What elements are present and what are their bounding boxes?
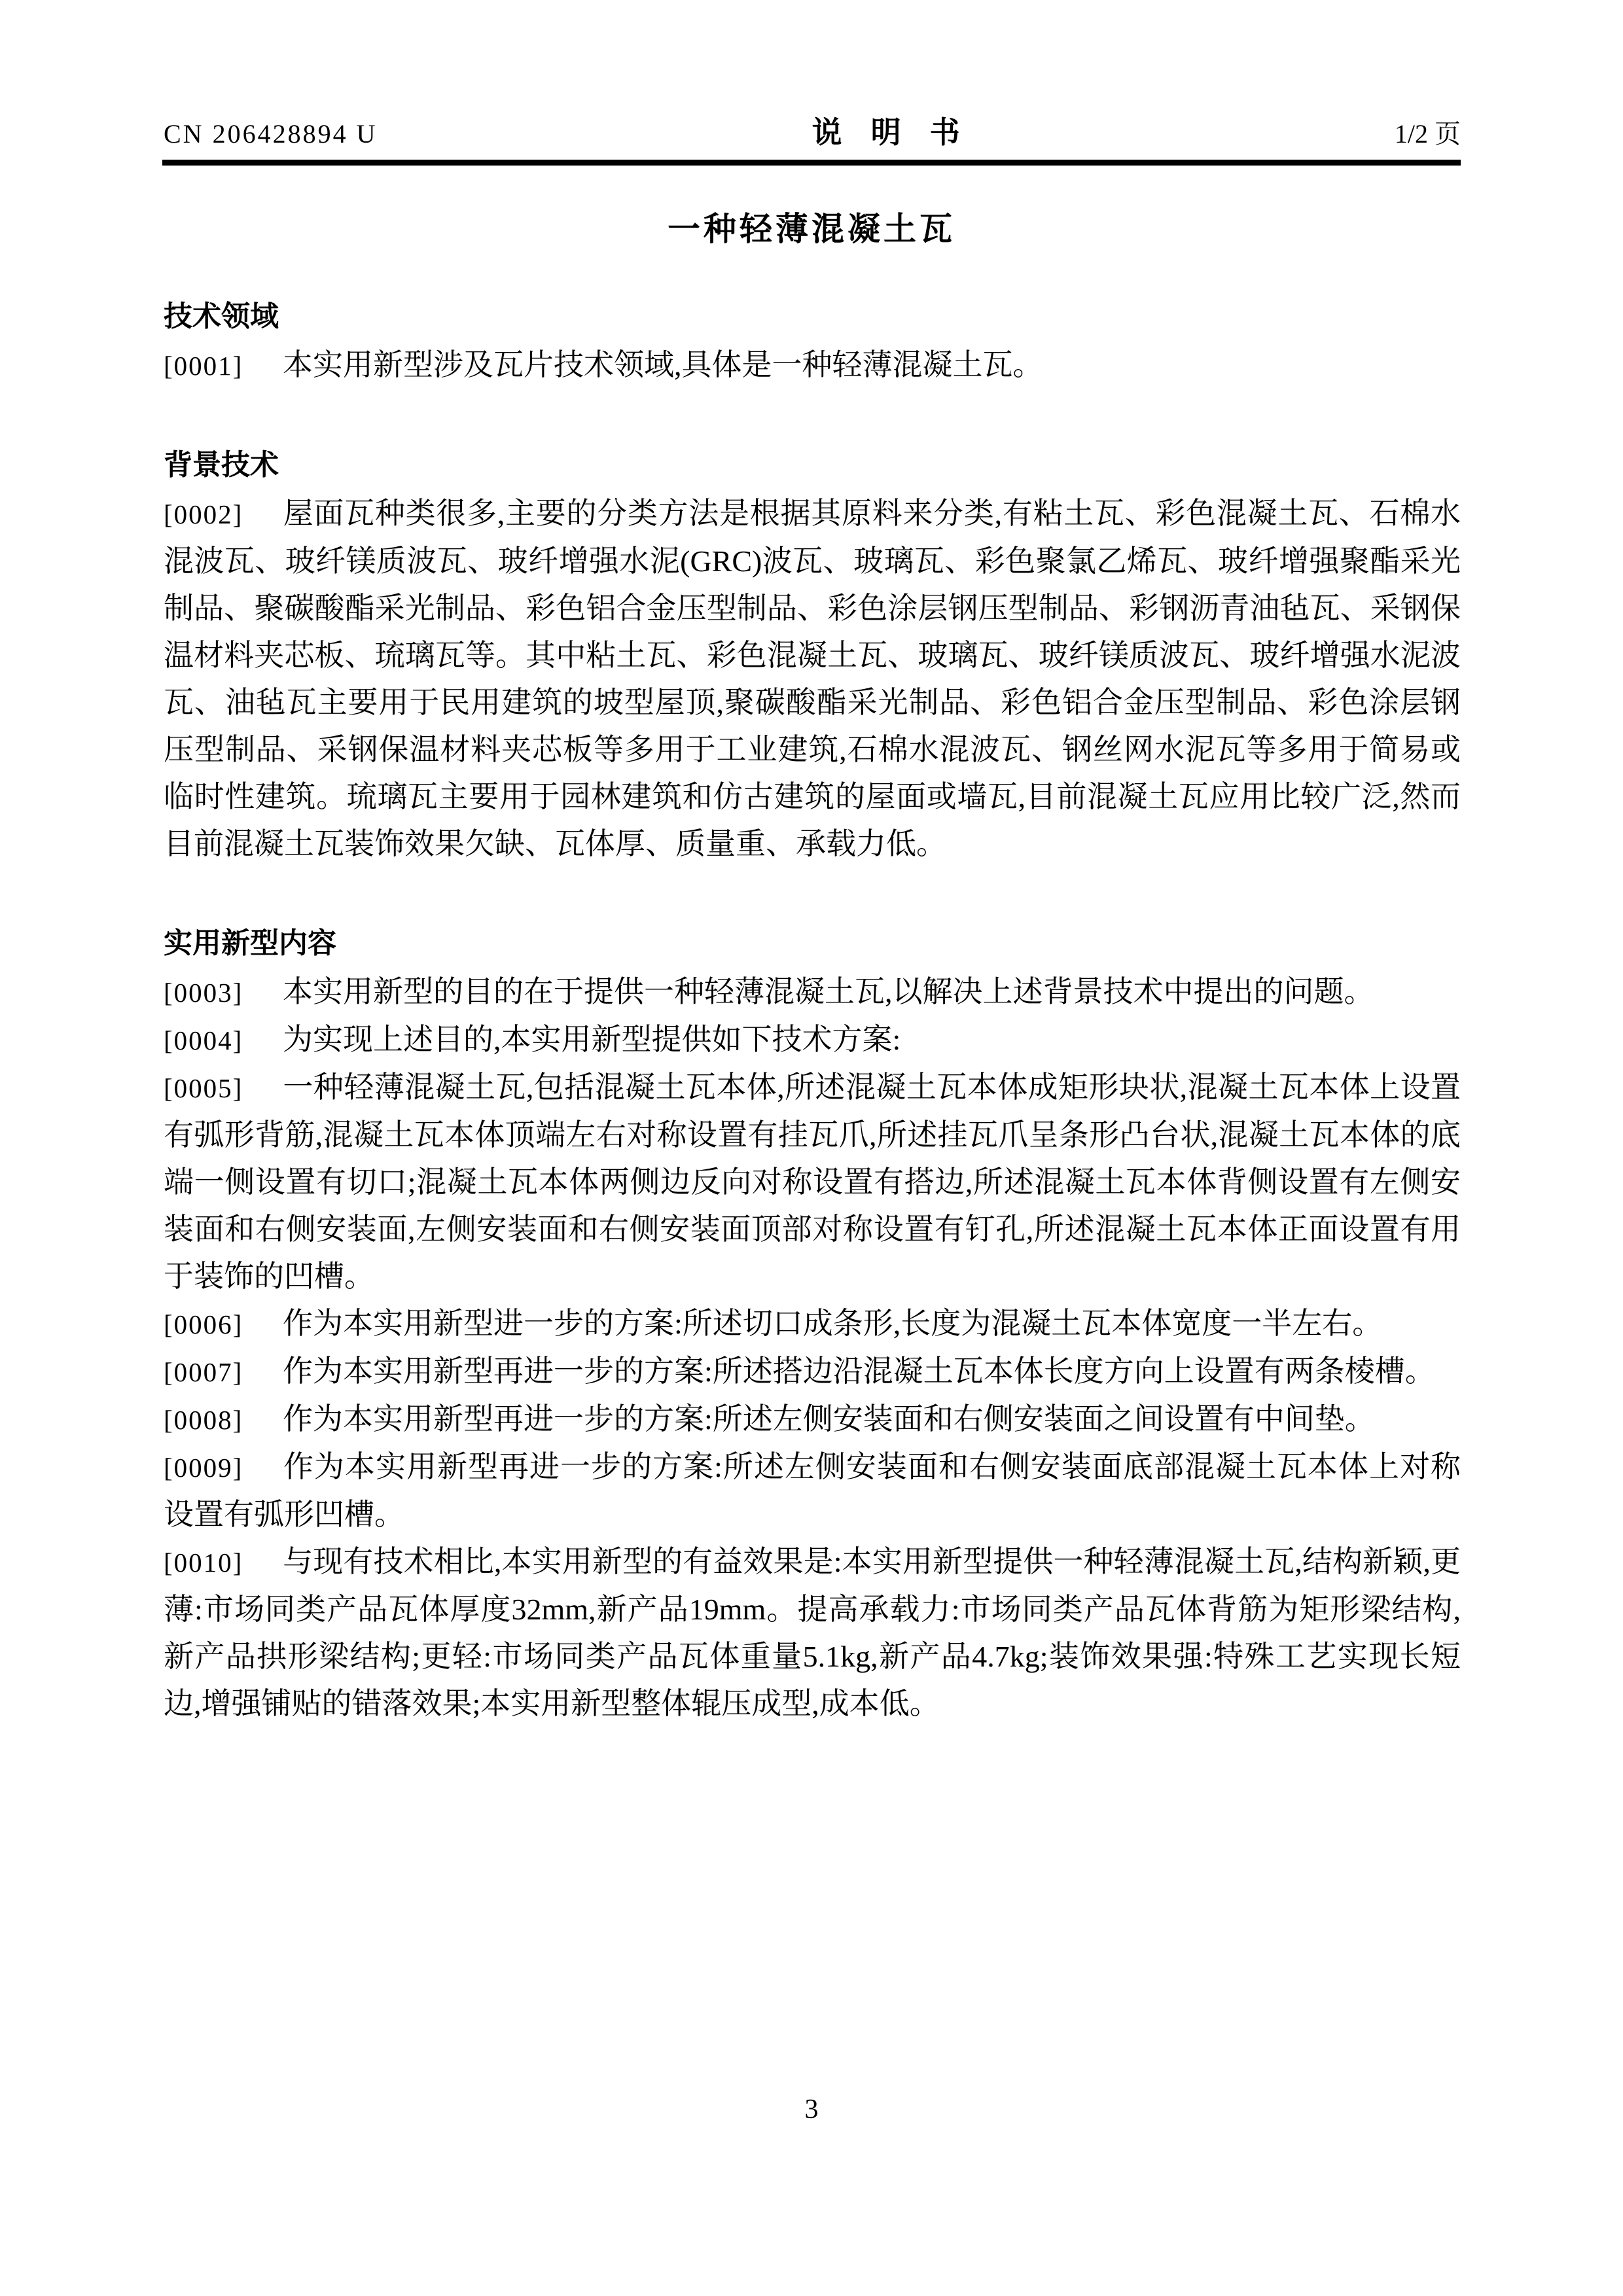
document-type-title: 说明书 [812, 116, 989, 149]
paragraph-number: [0005] [164, 1073, 243, 1103]
paragraph-text: 作为本实用新型再进一步的方案:所述左侧安装面和右侧安装面底部混凝土瓦本体上对称设置有弧形凹槽。 [164, 1450, 1461, 1531]
paragraph-number: [0008] [164, 1405, 243, 1435]
specification-body [164, 296, 1461, 1727]
page-footer [0, 2094, 1623, 2125]
paragraph-0009 [164, 1443, 1461, 1538]
page-indicator: 1/2 页 [1394, 119, 1461, 149]
paragraph-0004 [164, 1016, 1461, 1064]
paragraph-text: 本实用新型涉及瓦片技术领域,具体是一种轻薄混凝土瓦。 [283, 348, 1043, 381]
paragraph-number: [0010] [164, 1547, 243, 1578]
paragraph-text: 屋面瓦种类很多,主要的分类方法是根据其原料来分类,有粘土瓦、彩色混凝土瓦、石棉水混波瓦、玻纤镁质波瓦、玻纤增强水泥(GRC)波瓦、玻璃瓦、彩色聚氯乙烯瓦、玻纤增强聚酯采光制品、聚碳酸酯采光制品、彩色铝合金压型制品、彩色涂层钢压型制品、彩钢沥青油毡瓦、采钢保温材料夹芯板、琉璃瓦等。其中粘土瓦、彩色混凝土瓦、玻璃瓦、玻纤镁质波瓦、玻纤增强水泥波瓦、油毡瓦主要用于民用建筑的坡型屋顶,聚碳酸酯采光制品、彩色铝合金压型制品、彩色涂层钢压型制品、采钢保温材料夹芯板等多用于工业建筑,石棉水混波瓦、钢丝网水泥瓦等多用于简易或临时性建筑。琉璃瓦主要用于园林建筑和仿古建筑的屋面或墙瓦,目前混凝土瓦应用比较广泛,然而目前混凝土瓦装饰效果欠缺、瓦体厚、质量重、承载力低。 [164, 497, 1461, 860]
paragraph-0008 [164, 1396, 1461, 1443]
paragraph-text: 一种轻薄混凝土瓦,包括混凝土瓦本体,所述混凝土瓦本体成矩形块状,混凝土瓦本体上设置有弧形背筋,混凝土瓦本体顶端左右对称设置有挂瓦爪,所述挂瓦爪呈条形凸台状,混凝土瓦本体的底端一侧设置有切口;混凝土瓦本体两侧边反向对称设置有搭边,所述混凝土瓦本体背侧设置有左侧安装面和右侧安装面,左侧安装面和右侧安装面顶部对称设置有钉孔,所述混凝土瓦本体正面设置有用于装饰的凹槽。 [164, 1070, 1461, 1293]
paragraph-0006 [164, 1300, 1461, 1348]
section-heading-utility-model-content: 实用新型内容 [164, 927, 336, 959]
paragraph-0003 [164, 968, 1461, 1016]
paragraph-text: 本实用新型的目的在于提供一种轻薄混凝土瓦,以解决上述背景技术中提出的问题。 [283, 975, 1374, 1008]
page-number: 3 [804, 2094, 819, 2125]
paragraph-text: 作为本实用新型再进一步的方案:所述搭边沿混凝土瓦本体长度方向上设置有两条棱槽。 [283, 1354, 1435, 1388]
section-heading-background: 背景技术 [164, 449, 279, 481]
paragraph-number: [0009] [164, 1453, 243, 1483]
paragraph-0010 [164, 1538, 1461, 1727]
patent-title: 一种轻薄混凝土瓦 [668, 211, 955, 247]
paragraph-number: [0006] [164, 1309, 243, 1339]
paragraph-0005 [164, 1064, 1461, 1300]
page-header [164, 109, 1461, 152]
paragraph-number: [0002] [164, 499, 243, 529]
paragraph-number: [0001] [164, 351, 243, 381]
paragraph-number: [0003] [164, 978, 243, 1008]
paragraph-number: [0004] [164, 1025, 243, 1055]
paragraph-text: 与现有技术相比,本实用新型的有益效果是:本实用新型提供一种轻薄混凝土瓦,结构新颖,更薄:市场同类产品瓦体厚度32mm,新产品19mm。提高承载力:市场同类产品瓦体背筋为矩形梁结构,新产品拱形梁结构;更轻:市场同类产品瓦体重量5.1kg,新产品4.7kg;装饰效果强:特殊工艺实现长短边,增强铺贴的错落效果;本实用新型整体辊压成型,成本低。 [164, 1545, 1461, 1720]
paragraph-0001 [164, 342, 1461, 389]
header-divider-rule [162, 160, 1461, 166]
section-heading-technical-field: 技术领域 [164, 300, 279, 332]
paragraph-0007 [164, 1348, 1461, 1396]
paragraph-text: 为实现上述目的,本实用新型提供如下技术方案: [283, 1023, 901, 1056]
paragraph-text: 作为本实用新型再进一步的方案:所述左侧安装面和右侧安装面之间设置有中间垫。 [283, 1402, 1375, 1436]
document-number: CN 206428894 U [164, 119, 378, 149]
paragraph-text: 作为本实用新型进一步的方案:所述切口成条形,长度为混凝土瓦本体宽度一半左右。 [283, 1307, 1383, 1340]
paragraph-number: [0007] [164, 1357, 243, 1387]
paragraph-0002 [164, 490, 1461, 868]
